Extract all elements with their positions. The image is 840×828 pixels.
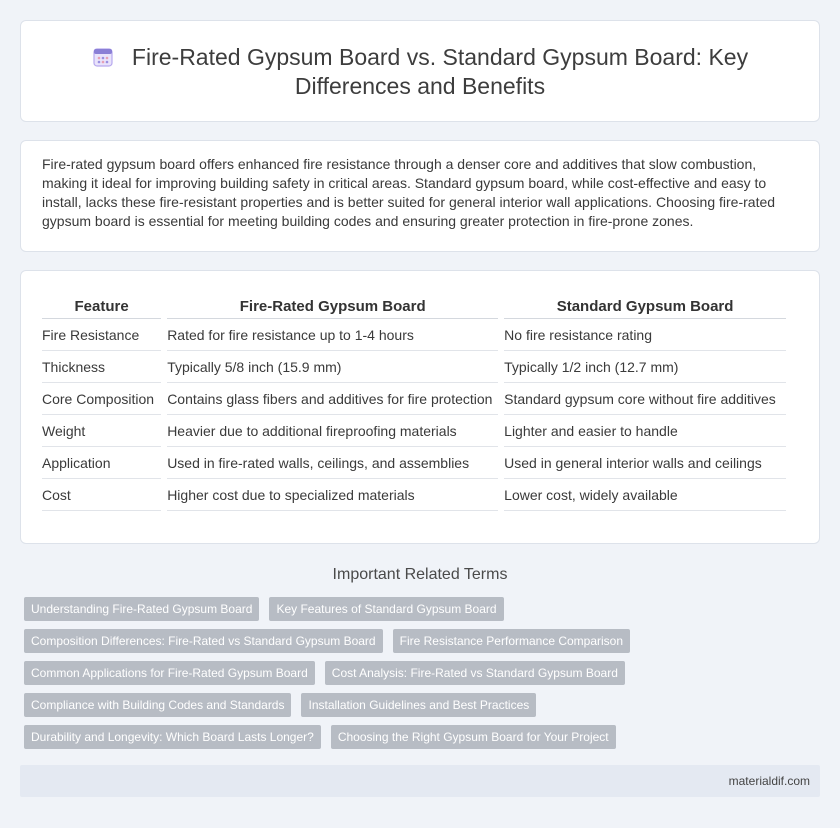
cell-feature: Core Composition xyxy=(42,383,161,415)
cell-fire-rated: Heavier due to additional fireproofing materials xyxy=(167,415,498,447)
comparison-table xyxy=(36,295,792,511)
tag-row xyxy=(24,661,824,693)
cell-fire-rated: Higher cost due to specialized materials xyxy=(167,479,498,511)
cell-feature: Application xyxy=(42,447,161,479)
page-title-wrap xyxy=(21,43,819,101)
related-terms-heading: Important Related Terms xyxy=(332,566,508,583)
table-header-row xyxy=(42,295,786,319)
related-term-tag[interactable]: Choosing the Right Gypsum Board for Your Project xyxy=(331,725,616,749)
cell-feature: Thickness xyxy=(42,351,161,383)
related-term-tag[interactable]: Fire Resistance Performance Comparison xyxy=(393,629,630,653)
cell-standard: Standard gypsum core without fire additives xyxy=(504,383,786,415)
cell-feature: Cost xyxy=(42,479,161,511)
page-title: Fire-Rated Gypsum Board vs. Standard Gypsum Board: Key Differences and Benefits xyxy=(131,44,749,99)
cell-standard: Typically 1/2 inch (12.7 mm) xyxy=(504,351,786,383)
cell-fire-rated: Rated for fire resistance up to 1-4 hours xyxy=(167,319,498,351)
cell-fire-rated: Typically 5/8 inch (15.9 mm) xyxy=(167,351,498,383)
table-row xyxy=(42,415,786,447)
related-term-tag[interactable]: Key Features of Standard Gypsum Board xyxy=(269,597,503,621)
intro-paragraph: Fire-rated gypsum board offers enhanced fire resistance through a denser core and additives that slow combustion, making it ideal for improving building safety in critical areas. Standard gypsum board, while cost-effective and easy to install, lacks these fire-resistant properties and is better suited for general interior wall applications. Choosing fire-rated gypsum board is essential for meeting building codes and ensuring greater protection in fire-prone zones. xyxy=(42,156,776,229)
cell-feature: Fire Resistance xyxy=(42,319,161,351)
related-term-tag[interactable]: Common Applications for Fire-Rated Gypsum Board xyxy=(24,661,315,685)
title-card xyxy=(20,20,820,122)
cell-standard: Used in general interior walls and ceilings xyxy=(504,447,786,479)
tag-row xyxy=(24,693,824,725)
header-feature: Feature xyxy=(42,295,161,319)
related-term-tag[interactable]: Durability and Longevity: Which Board Lasts Longer? xyxy=(24,725,321,749)
comparison-card xyxy=(20,270,820,544)
cell-fire-rated: Used in fire-rated walls, ceilings, and assemblies xyxy=(167,447,498,479)
table-row xyxy=(42,351,786,383)
header-fire-rated: Fire-Rated Gypsum Board xyxy=(167,295,498,319)
intro-card xyxy=(20,140,820,252)
related-term-tag[interactable]: Cost Analysis: Fire-Rated vs Standard Gypsum Board xyxy=(325,661,625,685)
related-term-tag[interactable]: Compliance with Building Codes and Standards xyxy=(24,693,291,717)
calendar-icon xyxy=(92,46,114,68)
cell-standard: Lighter and easier to handle xyxy=(504,415,786,447)
cell-feature: Weight xyxy=(42,415,161,447)
cell-standard: Lower cost, widely available xyxy=(504,479,786,511)
table-row xyxy=(42,479,786,511)
related-term-tag[interactable]: Composition Differences: Fire-Rated vs Standard Gypsum Board xyxy=(24,629,383,653)
footer xyxy=(20,765,820,797)
cell-standard: No fire resistance rating xyxy=(504,319,786,351)
related-terms-list xyxy=(24,597,824,757)
table-row xyxy=(42,383,786,415)
cell-fire-rated: Contains glass fibers and additives for fire protection xyxy=(167,383,498,415)
tag-row xyxy=(24,597,824,629)
table-row xyxy=(42,447,786,479)
tag-row xyxy=(24,629,824,661)
header-standard: Standard Gypsum Board xyxy=(504,295,786,319)
table-row xyxy=(42,319,786,351)
related-term-tag[interactable]: Understanding Fire-Rated Gypsum Board xyxy=(24,597,259,621)
related-term-tag[interactable]: Installation Guidelines and Best Practices xyxy=(301,693,536,717)
footer-site-link[interactable]: materialdif.com xyxy=(728,774,810,788)
tag-row xyxy=(24,725,824,757)
